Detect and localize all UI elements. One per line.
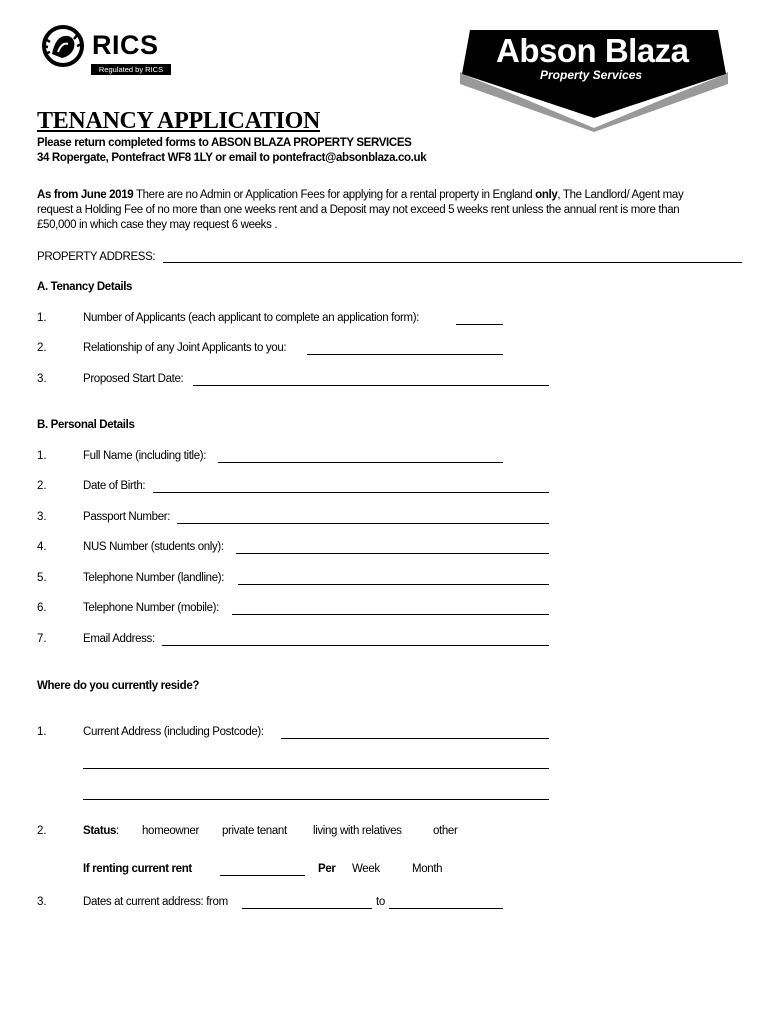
fees-paragraph-line1	[37, 189, 683, 201]
abson-sub: Property Services	[540, 68, 643, 82]
telephone-mobile-field[interactable]	[232, 614, 549, 615]
start-date-field[interactable]	[193, 385, 549, 386]
current-address-field-1[interactable]	[281, 738, 549, 739]
dates-label: Dates at current address: from	[83, 896, 228, 908]
page-title: TENANCY APPLICATION	[37, 108, 320, 134]
full-name-field[interactable]	[218, 462, 503, 463]
b-item-1-num: 1.	[37, 450, 47, 462]
section-b-heading: B. Personal Details	[37, 419, 135, 431]
abson-name: Abson Blaza	[496, 32, 689, 69]
current-address-field-3[interactable]	[83, 799, 549, 800]
rics-reg-badge: Regulated by RICS	[91, 64, 171, 75]
current-address-num: 1.	[37, 726, 47, 738]
property-address-label: PROPERTY ADDRESS:	[37, 251, 156, 263]
current-rent-field[interactable]	[220, 875, 305, 876]
b-item-5-label: Telephone Number (landline):	[83, 572, 225, 584]
b-item-7-label: Email Address:	[83, 633, 155, 645]
email-address-field[interactable]	[162, 645, 549, 646]
b-item-6-num: 6.	[37, 602, 47, 614]
status-colon: :	[116, 825, 119, 837]
renting-rent-label: If renting current rent	[83, 863, 192, 875]
b-item-2-num: 2.	[37, 480, 47, 492]
per-label: Per	[318, 863, 336, 875]
return-instructions-line1: Please return completed forms to ABSON BLAZA PROPERTY SERVICES	[37, 137, 412, 149]
return-instructions-line2: 34 Ropergate, Pontefract WF8 1LY or email to pontefract@absonblaza.co.uk	[37, 152, 427, 164]
b-item-3-label: Passport Number:	[83, 511, 171, 523]
dates-to-label: to	[376, 896, 385, 908]
passport-number-field[interactable]	[177, 523, 549, 524]
telephone-landline-field[interactable]	[238, 584, 549, 585]
status-option-living-with-relatives[interactable]: living with relatives	[313, 825, 402, 837]
section-a-heading: A. Tenancy Details	[37, 281, 133, 293]
date-of-birth-field[interactable]	[153, 492, 549, 493]
fees-text2: , The Landlord/ Agent may	[557, 189, 684, 201]
status-row	[83, 825, 119, 837]
b-item-4-num: 4.	[37, 541, 47, 553]
status-option-other[interactable]: other	[433, 825, 458, 837]
b-item-2-label: Date of Birth:	[83, 480, 146, 492]
a-item-1-label: Number of Applicants (each applicant to complete an application form):	[83, 312, 420, 324]
current-address-field-2[interactable]	[83, 768, 549, 769]
reside-heading: Where do you currently reside?	[37, 680, 200, 692]
joint-relationship-field[interactable]	[307, 354, 503, 355]
dates-num: 3.	[37, 896, 47, 908]
a-item-2-num: 2.	[37, 342, 47, 354]
dates-from-field[interactable]	[242, 908, 372, 909]
status-option-private-tenant[interactable]: private tenant	[222, 825, 287, 837]
b-item-7-num: 7.	[37, 633, 47, 645]
fees-paragraph-line2: request a Holding Fee of no more than one weeks rent and a Deposit may not exceed 5 weeks rent unless the annual rent is more than	[37, 204, 680, 216]
status-option-homeowner[interactable]: homeowner	[142, 825, 199, 837]
b-item-4-label: NUS Number (students only):	[83, 541, 224, 553]
status-label: Status	[83, 825, 117, 837]
b-item-1-label: Full Name (including title):	[83, 450, 207, 462]
fees-bold-date: As from June 2019	[37, 189, 134, 201]
nus-number-field[interactable]	[236, 553, 549, 554]
applicants-count-field[interactable]	[456, 324, 503, 325]
rics-logo	[38, 24, 178, 76]
rics-name: RICS	[92, 30, 159, 60]
dates-to-field[interactable]	[389, 908, 503, 909]
b-item-6-label: Telephone Number (mobile):	[83, 602, 219, 614]
fees-text1: There are no Admin or Application Fees for applying for a rental property in England	[133, 189, 536, 201]
a-item-3-num: 3.	[37, 373, 47, 385]
rics-lion-icon	[38, 24, 88, 70]
property-address-field[interactable]	[163, 262, 742, 263]
a-item-2-label: Relationship of any Joint Applicants to you:	[83, 342, 287, 354]
abson-blaza-logo	[456, 28, 732, 134]
b-item-5-num: 5.	[37, 572, 47, 584]
per-option-week[interactable]: Week	[352, 863, 380, 875]
current-address-label: Current Address (including Postcode):	[83, 726, 264, 738]
b-item-3-num: 3.	[37, 511, 47, 523]
a-item-3-label: Proposed Start Date:	[83, 373, 184, 385]
fees-paragraph-line3: £50,000 in which case they may request 6 weeks .	[37, 219, 278, 231]
fees-bold-only: only	[535, 189, 558, 201]
per-option-month[interactable]: Month	[412, 863, 443, 875]
status-num: 2.	[37, 825, 47, 837]
a-item-1-num: 1.	[37, 312, 47, 324]
